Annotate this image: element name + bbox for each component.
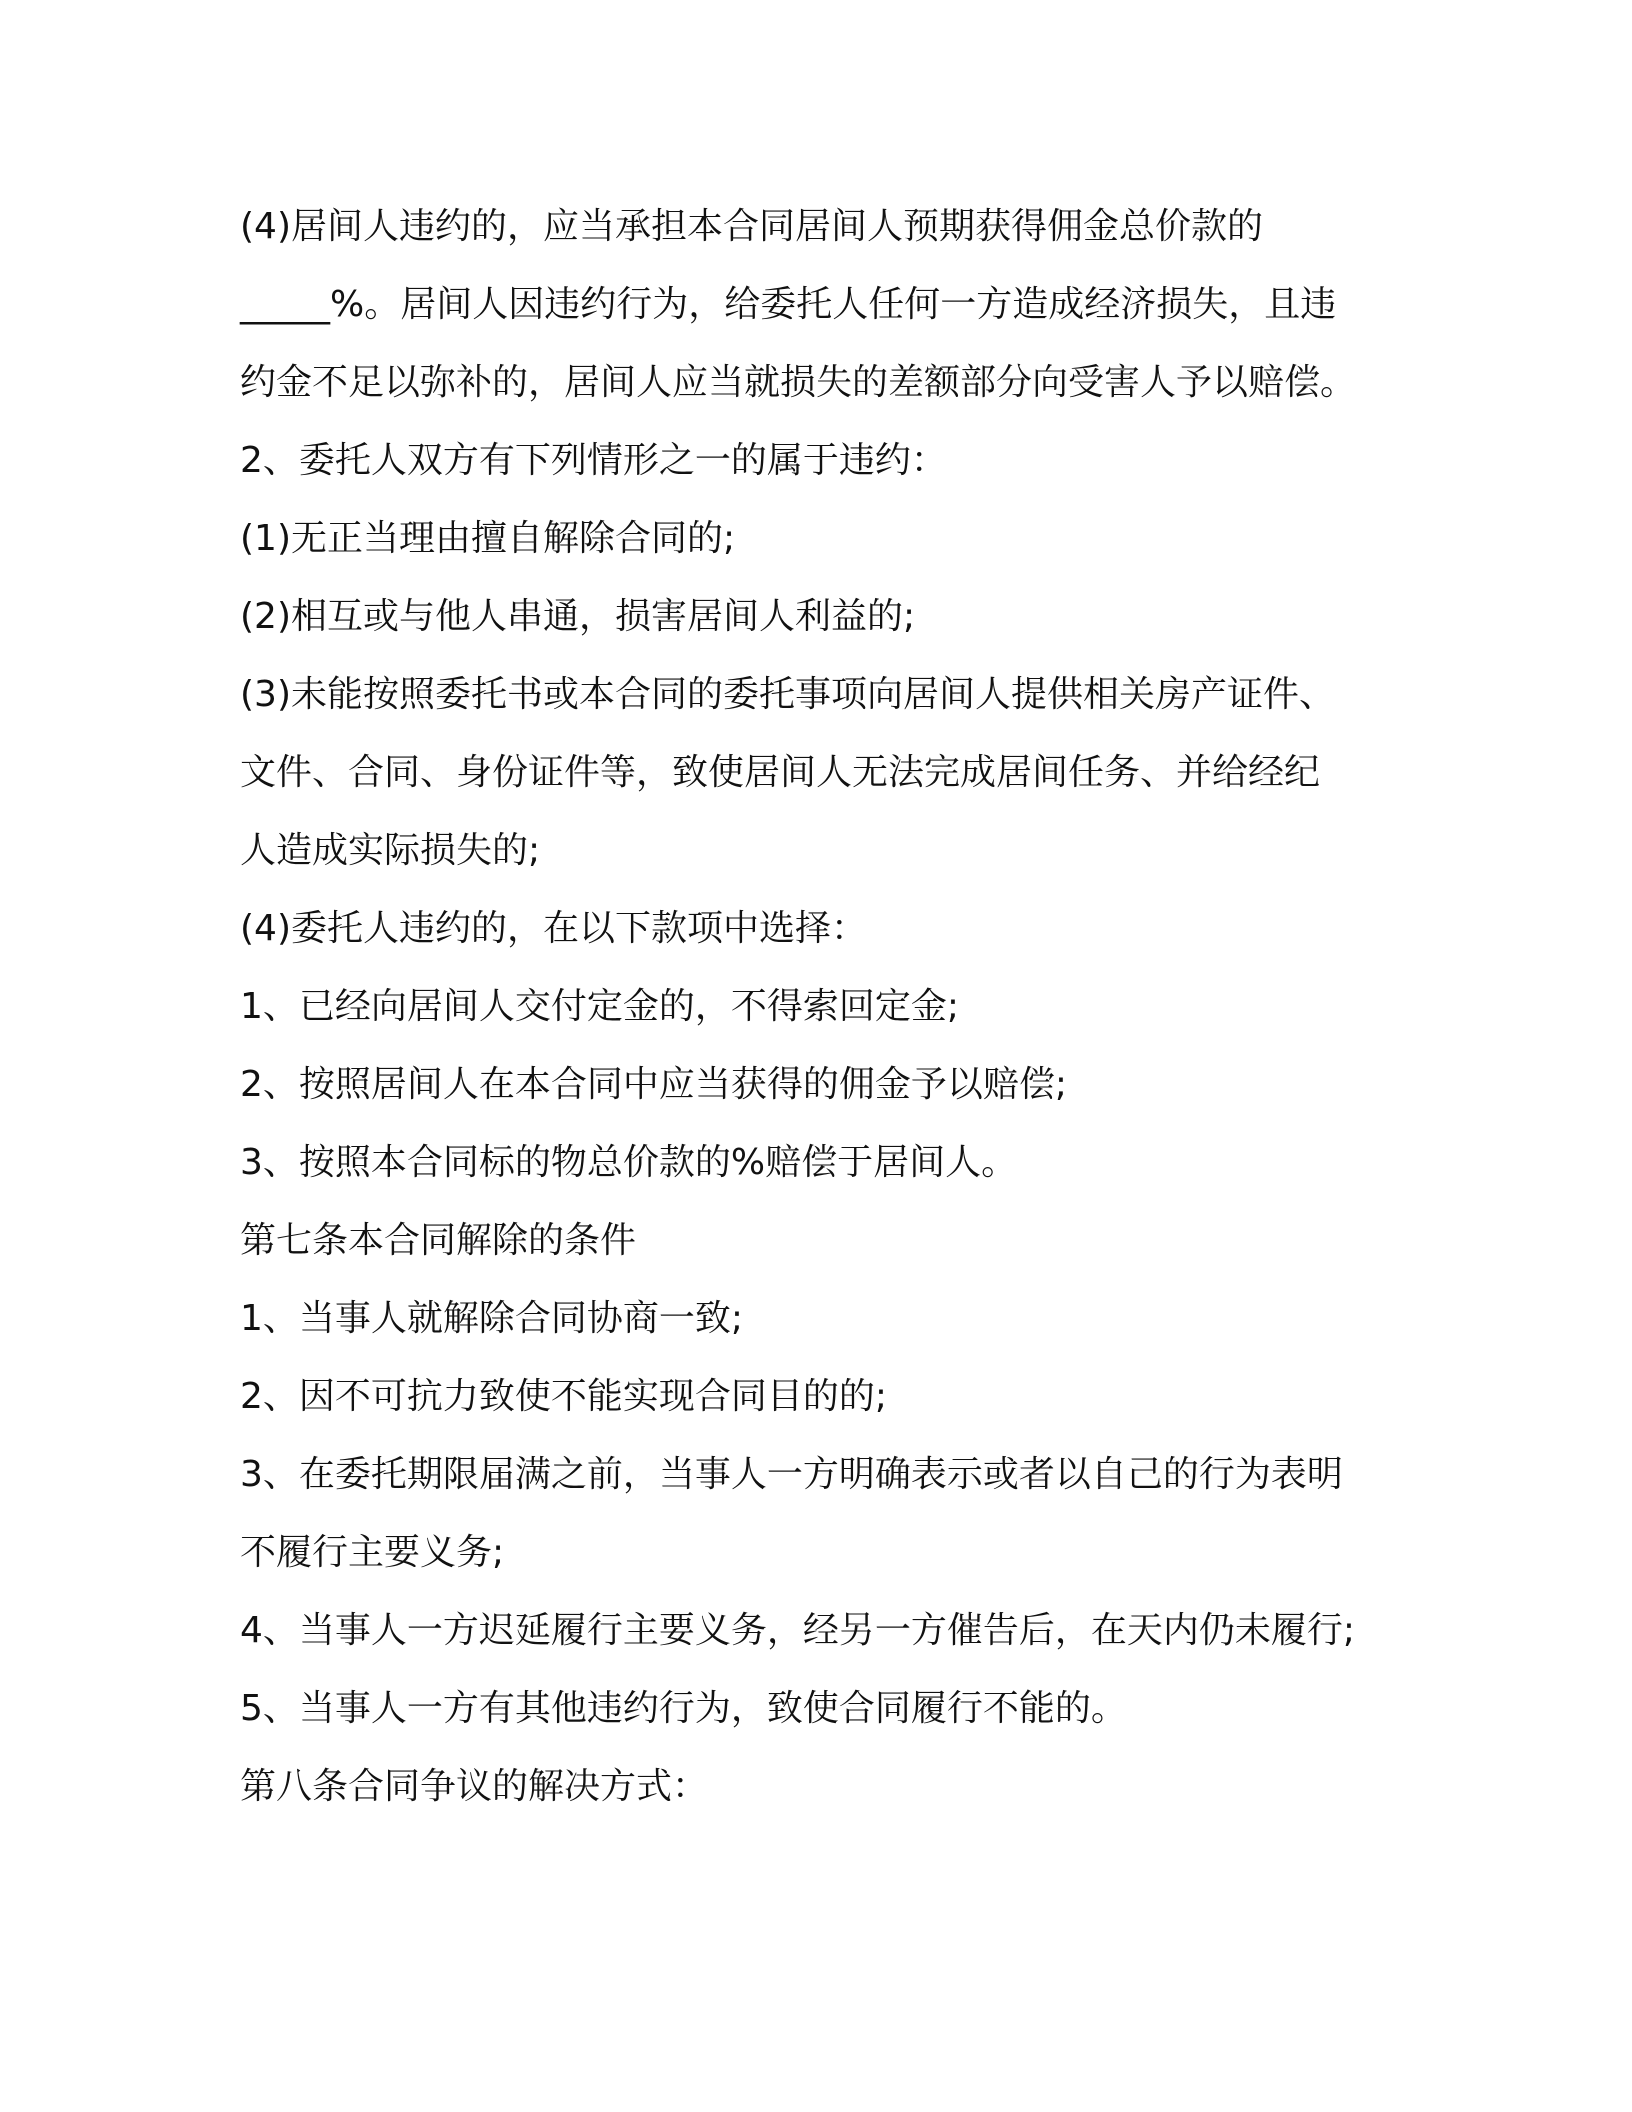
text-line: (4)委托人违约的，在以下款项中选择： <box>240 908 867 949</box>
text-line: 不履行主要义务; <box>240 1532 505 1573</box>
section-heading: 第七条本合同解除的条件 <box>240 1220 637 1261</box>
text-line: 2、按照居间人在本合同中应当获得的佣金予以赔偿; <box>240 1064 1068 1105</box>
text-line: 人造成实际损失的; <box>240 830 541 871</box>
text-line: 5、当事人一方有其他违约行为，致使合同履行不能的。 <box>240 1688 1127 1729</box>
text-line: 2、委托人双方有下列情形之一的属于违约： <box>240 440 947 481</box>
text-line: (3)未能按照委托书或本合同的委托事项向居间人提供相关房产证件、 <box>240 674 1335 715</box>
text-line: 3、按照本合同标的物总价款的%赔偿于居间人。 <box>240 1142 1018 1183</box>
text-line: 约金不足以弥补的，居间人应当就损失的差额部分向受害人予以赔偿。 <box>240 362 1357 403</box>
text-line: 文件、合同、身份证件等，致使居间人无法完成居间任务、并给经纪 <box>240 752 1321 793</box>
text-line: _____%。居间人因违约行为，给委托人任何一方造成经济损失，且违 <box>240 284 1337 325</box>
text-line: 3、在委托期限届满之前，当事人一方明确表示或者以自己的行为表明 <box>240 1454 1343 1495</box>
text-line: (2)相互或与他人串通，损害居间人利益的; <box>240 596 916 637</box>
text-line: 1、当事人就解除合同协商一致; <box>240 1298 744 1339</box>
text-line: 2、因不可抗力致使不能实现合同目的的; <box>240 1376 888 1417</box>
text-line: 4、当事人一方迟延履行主要义务，经另一方催告后，在天内仍未履行; <box>240 1610 1356 1651</box>
section-heading: 第八条合同争议的解决方式： <box>240 1766 709 1807</box>
text-line: 1、已经向居间人交付定金的，不得索回定金; <box>240 986 960 1027</box>
text-line: (4)居间人违约的，应当承担本合同居间人预期获得佣金总价款的 <box>240 206 1263 247</box>
text-line: (1)无正当理由擅自解除合同的; <box>240 518 736 559</box>
document-body <box>240 188 1400 1826</box>
